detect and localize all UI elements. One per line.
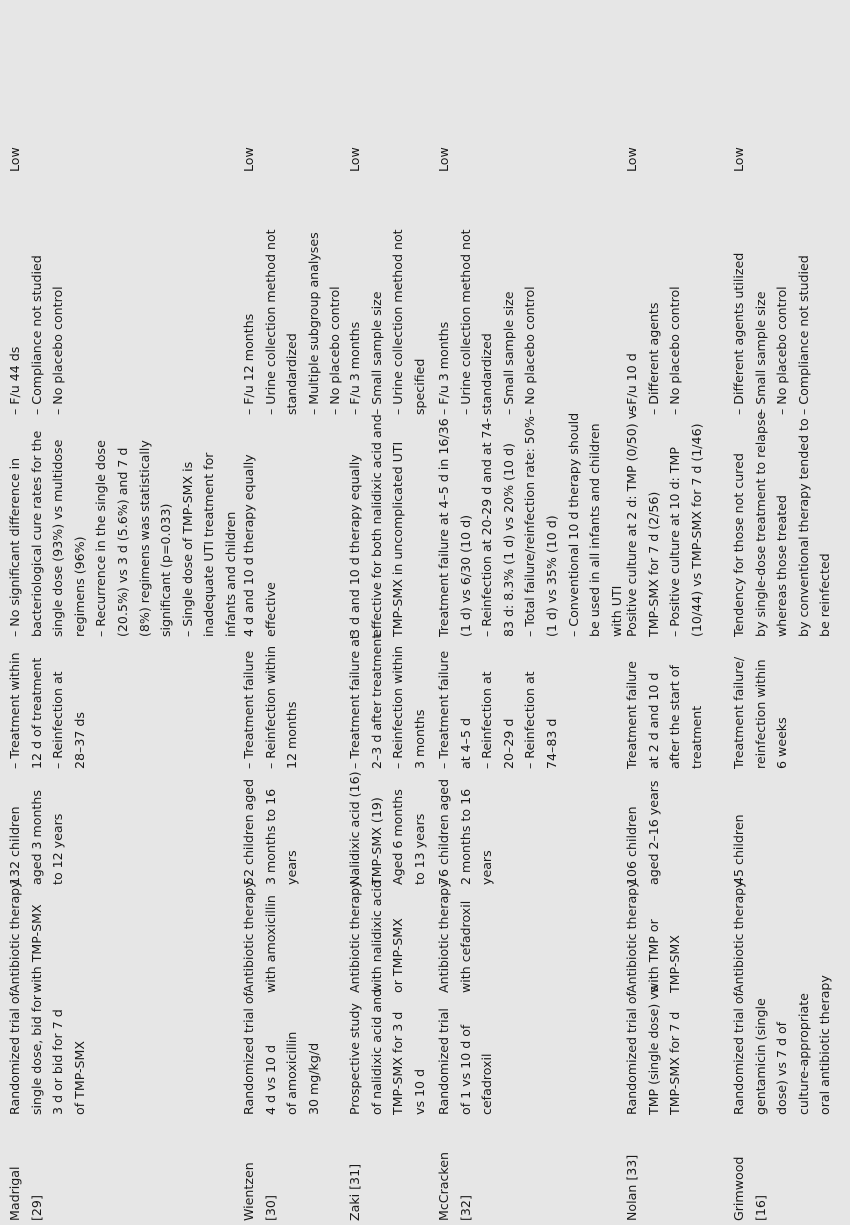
cell-line: cefadroxil <box>479 1053 495 1115</box>
cell-line: Antibiotic therapy <box>241 880 256 993</box>
cell-line: – F/u 3 months <box>436 321 451 415</box>
cell-line: 2 months to 16 <box>457 788 473 885</box>
cell-population <box>433 779 498 885</box>
cell-line: 4 d vs 10 d <box>262 1044 278 1115</box>
cell-study <box>344 1164 366 1221</box>
cell-population <box>344 772 430 886</box>
cell-limitations <box>433 229 541 415</box>
cell-line: Aged 6 months <box>390 789 406 885</box>
cell-line: [32] <box>457 1195 473 1221</box>
cell-line: after the start of <box>667 665 683 769</box>
cell-line: aged 2–16 years <box>645 780 661 885</box>
cell-line: specified <box>411 358 427 415</box>
cell-line: – Reinfection within <box>262 645 278 769</box>
cell-line: standardized <box>284 333 300 415</box>
cell-line: Randomized trial of <box>624 992 639 1115</box>
cell-design <box>621 986 686 1115</box>
cell-line: with cefadroxil <box>457 900 473 993</box>
cell-line: – No placebo control <box>50 286 66 415</box>
cell-line: of 1 vs 10 d of <box>457 1024 473 1115</box>
cell-line: single dose, bid for <box>28 994 44 1115</box>
cell-line: – Treatment failure <box>436 650 451 769</box>
cell-outcomes <box>238 646 303 769</box>
cell-limitations <box>621 286 686 415</box>
cell-quality <box>621 147 643 172</box>
cell-line: with nalidixic acid <box>368 880 384 993</box>
cell-line: – Single dose of TMP-SMX is <box>179 461 195 637</box>
cell-line: Antibiotic therapy <box>7 880 22 993</box>
cell-line: – Positive culture at 10 d: TMP <box>667 447 683 637</box>
cell-line: – Reinfection at <box>522 671 538 769</box>
cell-line: 12 d of treatment <box>28 657 44 769</box>
cell-line: (1 d) vs 6/30 (10 d) <box>457 515 473 637</box>
cell-line: at 4–5 d <box>457 718 473 769</box>
cell-line: Treatment failure <box>624 661 639 769</box>
cell-line: oral antibiotic therapy <box>817 975 833 1115</box>
cell-line: significant (p=0.033) <box>158 503 174 637</box>
cell-population <box>728 814 750 885</box>
cell-line: – Reinfection at 20-29 d and at 74- <box>479 417 495 637</box>
cell-study <box>621 1155 643 1221</box>
cell-line: – Reinfection at <box>50 671 66 769</box>
cell-line: be reinfected <box>817 553 833 637</box>
cell-outcomes <box>728 657 793 769</box>
cell-line: 83 d: 8.3% (1 d) vs 20% (10 d) <box>500 443 516 637</box>
cell-study <box>238 1162 281 1221</box>
cell-line: aged 3 months <box>28 790 44 885</box>
cell-line: – F/u 12 months <box>241 313 256 415</box>
cell-line: TMP-SMX <box>667 935 683 993</box>
cell-line: – No placebo control <box>774 286 790 415</box>
cell-intervention <box>621 880 686 993</box>
cell-results <box>621 405 707 637</box>
cell-line: – Treatment failure at <box>347 634 362 769</box>
cell-line: 2–3 d after treatment <box>368 633 384 769</box>
cell-line: 6 weeks <box>774 717 790 769</box>
cell-results <box>238 454 281 637</box>
cell-intervention <box>4 880 47 993</box>
cell-line: to 12 years <box>50 813 66 885</box>
cell-line: Randomized trial <box>436 1008 451 1115</box>
cell-line: – Different agents <box>645 302 661 415</box>
cell-line: of TMP-SMX <box>71 1040 87 1115</box>
cell-line: years <box>479 850 495 885</box>
cell-line: Low <box>731 147 746 172</box>
cell-line: – Total failure/reinfection rate: 50% <box>522 416 538 637</box>
cell-design <box>728 975 836 1115</box>
cell-line: Nalidixic acid (16) <box>347 771 362 885</box>
cell-line: – Urine collection method not <box>390 229 406 415</box>
cell-line: 4 d and 10 d therapy equally <box>241 454 256 637</box>
cell-line: Randomized trial of <box>731 992 746 1115</box>
cell-line: – Treatment failure <box>241 650 256 769</box>
cell-outcomes <box>621 661 707 769</box>
cell-line: [30] <box>262 1195 278 1221</box>
cell-line: – Compliance not studied <box>795 255 811 415</box>
cell-line: whereas those treated <box>774 495 790 637</box>
cell-line: – No significant difference in <box>7 457 22 637</box>
cell-line: dose) vs 7 d of <box>774 1021 790 1115</box>
cell-quality <box>4 147 26 172</box>
cell-line: (10/44) vs TMP-SMX for 7 d (1/46) <box>688 423 704 637</box>
cell-results <box>4 431 242 637</box>
cell-line: – Multiple subgroup analyses <box>305 232 321 415</box>
cell-line: by single-dose treatment to relapse <box>752 411 768 637</box>
cell-line: years <box>284 850 300 885</box>
cell-line: TMP-SMX for 7 d (2/56) <box>645 491 661 637</box>
cell-results <box>433 413 627 637</box>
cell-line: Madrigal <box>7 1166 22 1221</box>
cell-line: infants and children <box>222 511 238 637</box>
cell-line: [29] <box>28 1195 44 1221</box>
cell-line: 3 months to 16 <box>262 788 278 885</box>
cell-quality <box>728 147 750 172</box>
cell-line: Antibiotic therapy <box>624 880 639 993</box>
cell-line: – Small sample size <box>500 291 516 415</box>
cell-line: be used in all infants and children <box>587 423 603 637</box>
cell-design <box>4 992 90 1115</box>
cell-line: (8%) regimens was statistically <box>136 440 152 637</box>
cell-line: 3 months <box>411 709 427 769</box>
cell-results <box>728 412 836 637</box>
cell-line: Low <box>624 147 639 172</box>
cell-study <box>728 1157 771 1221</box>
cell-line: Positive culture at 2 d: TMP (0/50) vs <box>624 405 639 637</box>
cell-line: with TMP-SMX <box>28 904 44 993</box>
cell-line: Nolan [33] <box>624 1154 639 1221</box>
cell-line: vs 10 d <box>411 1068 427 1115</box>
cell-population <box>621 781 664 885</box>
cell-line: – F/u 3 months <box>347 321 362 415</box>
cell-line: – Reinfection within <box>390 645 406 769</box>
cell-line: 20–29 d <box>500 718 516 769</box>
cell-line: – F/u 44 ds <box>7 346 22 415</box>
cell-line: Treatment failure at 4–5 d in 16/36 <box>436 418 451 637</box>
cell-line: to 13 years <box>411 813 427 885</box>
cell-line: Antibiotic therapy <box>731 880 746 993</box>
cell-line: – F/u 10 d <box>624 353 639 415</box>
cell-quality <box>344 147 366 172</box>
cell-population <box>238 779 303 885</box>
cell-intervention <box>238 880 281 993</box>
cell-line: Randomized trial of <box>241 992 256 1115</box>
cell-line: Low <box>7 147 22 172</box>
cell-limitations <box>4 255 69 415</box>
cell-study <box>4 1167 47 1221</box>
cell-line: 3 d or bid for 7 d <box>50 1009 66 1115</box>
cell-line: (1 d) vs 35% (10 d) <box>543 515 559 637</box>
cell-line: Randomized trial of <box>7 992 22 1115</box>
cell-population <box>4 790 69 885</box>
cell-line: TMP-SMX for 3 d <box>390 1011 406 1115</box>
cell-line: [16] <box>752 1195 768 1221</box>
cell-line: – Conventional 10 d therapy should <box>565 412 581 637</box>
cell-quality <box>238 147 260 172</box>
cell-line: Low <box>241 147 256 172</box>
cell-line: – No placebo control <box>327 286 343 415</box>
cell-line: – Small sample size <box>368 291 384 415</box>
cell-line: or TMP-SMX <box>390 918 406 993</box>
cell-line: Zaki [31] <box>347 1164 362 1221</box>
cell-outcomes <box>4 652 90 769</box>
cell-line: 74–83 d <box>543 718 559 769</box>
cell-line: with amoxicillin <box>262 895 278 993</box>
cell-line: with UTI <box>608 585 624 637</box>
cell-line: – Small sample size <box>752 291 768 415</box>
cell-line: 106 children <box>624 806 639 885</box>
cell-line: effective for both nalidixic acid and <box>368 414 384 637</box>
cell-line: – No placebo control <box>522 286 538 415</box>
cell-line: TMP-SMX in uncomplicated UTI <box>390 441 406 637</box>
cell-line: – Urine collection method not <box>457 229 473 415</box>
cell-study <box>433 1152 476 1221</box>
cell-intervention <box>344 880 409 993</box>
cell-line: 76 children aged <box>436 778 451 885</box>
cell-limitations <box>238 229 346 415</box>
cell-line: Wientzen <box>241 1162 256 1221</box>
cell-line: 45 children <box>731 814 746 885</box>
cell-intervention <box>433 880 476 993</box>
cell-line: effective <box>262 582 278 637</box>
cell-line: Low <box>347 147 362 172</box>
cell-quality <box>433 147 455 172</box>
cell-design <box>238 992 324 1115</box>
cell-outcomes <box>344 634 430 769</box>
cell-line: – Compliance not studied <box>28 255 44 415</box>
cell-line: Grimwood <box>731 1156 746 1221</box>
cell-line: – Recurrence in the single dose <box>93 440 109 637</box>
cell-line: Tendency for those not cured <box>731 453 746 637</box>
cell-intervention <box>728 880 750 993</box>
cell-line: TMP-SMX for 7 d <box>667 1011 683 1115</box>
cell-line: regimens (96%) <box>71 536 87 637</box>
cell-outcomes <box>433 651 563 769</box>
cell-line: – Urine collection method not <box>262 229 278 415</box>
cell-results <box>344 414 409 637</box>
cell-line: Antibiotic therapy <box>347 880 362 993</box>
cell-line: McCracken <box>436 1152 451 1221</box>
cell-line: Treatment failure/ <box>731 656 746 769</box>
cell-line: treatment <box>688 705 704 769</box>
cell-line: of nalidixic acid and <box>368 988 384 1115</box>
cell-line: reinfection within <box>752 659 768 769</box>
cell-line: 30 mg/kg/d <box>305 1042 321 1115</box>
cell-line: 132 children <box>7 806 22 885</box>
cell-design <box>344 989 430 1115</box>
cell-line: TMP-SMX (19) <box>368 797 384 885</box>
cell-line: Low <box>436 147 451 172</box>
cell-line: (20.5%) vs 3 d (5.6%) and 7 d <box>114 447 130 637</box>
cell-line: – No placebo control <box>667 286 683 415</box>
cell-line: TMP (single dose) vs <box>645 985 661 1115</box>
cell-limitations <box>344 229 430 415</box>
cell-line: – Treatment within <box>7 652 22 769</box>
cell-line: bacteriological cure rates for the <box>28 430 44 637</box>
cell-limitations <box>728 253 814 415</box>
cell-line: Antibiotic therapy <box>436 880 451 993</box>
cell-design <box>433 1008 498 1115</box>
cell-line: Prospective study <box>347 1003 362 1115</box>
cell-line: inadequate UTI treatment for <box>201 452 217 637</box>
cell-line: 12 months <box>284 701 300 769</box>
cell-line: – Different agents utilized <box>731 252 746 415</box>
cell-line: with TMP or <box>645 919 661 993</box>
cell-line: gentamicin (single <box>752 998 768 1115</box>
cell-line: at 2 d and 10 d <box>645 672 661 769</box>
cell-line: – Reinfection at <box>479 671 495 769</box>
cell-line: by conventional therapy tended to <box>795 418 811 637</box>
cell-line: standardized <box>479 333 495 415</box>
cell-line: 28–37 ds <box>71 712 87 769</box>
cell-line: culture-appropriate <box>795 993 811 1115</box>
cell-line: 3 d and 10 d therapy equally <box>347 454 362 637</box>
cell-line: of amoxicillin <box>284 1031 300 1115</box>
cell-line: single dose (93%) vs multidose <box>50 439 66 637</box>
cell-line: 52 children aged <box>241 778 256 885</box>
